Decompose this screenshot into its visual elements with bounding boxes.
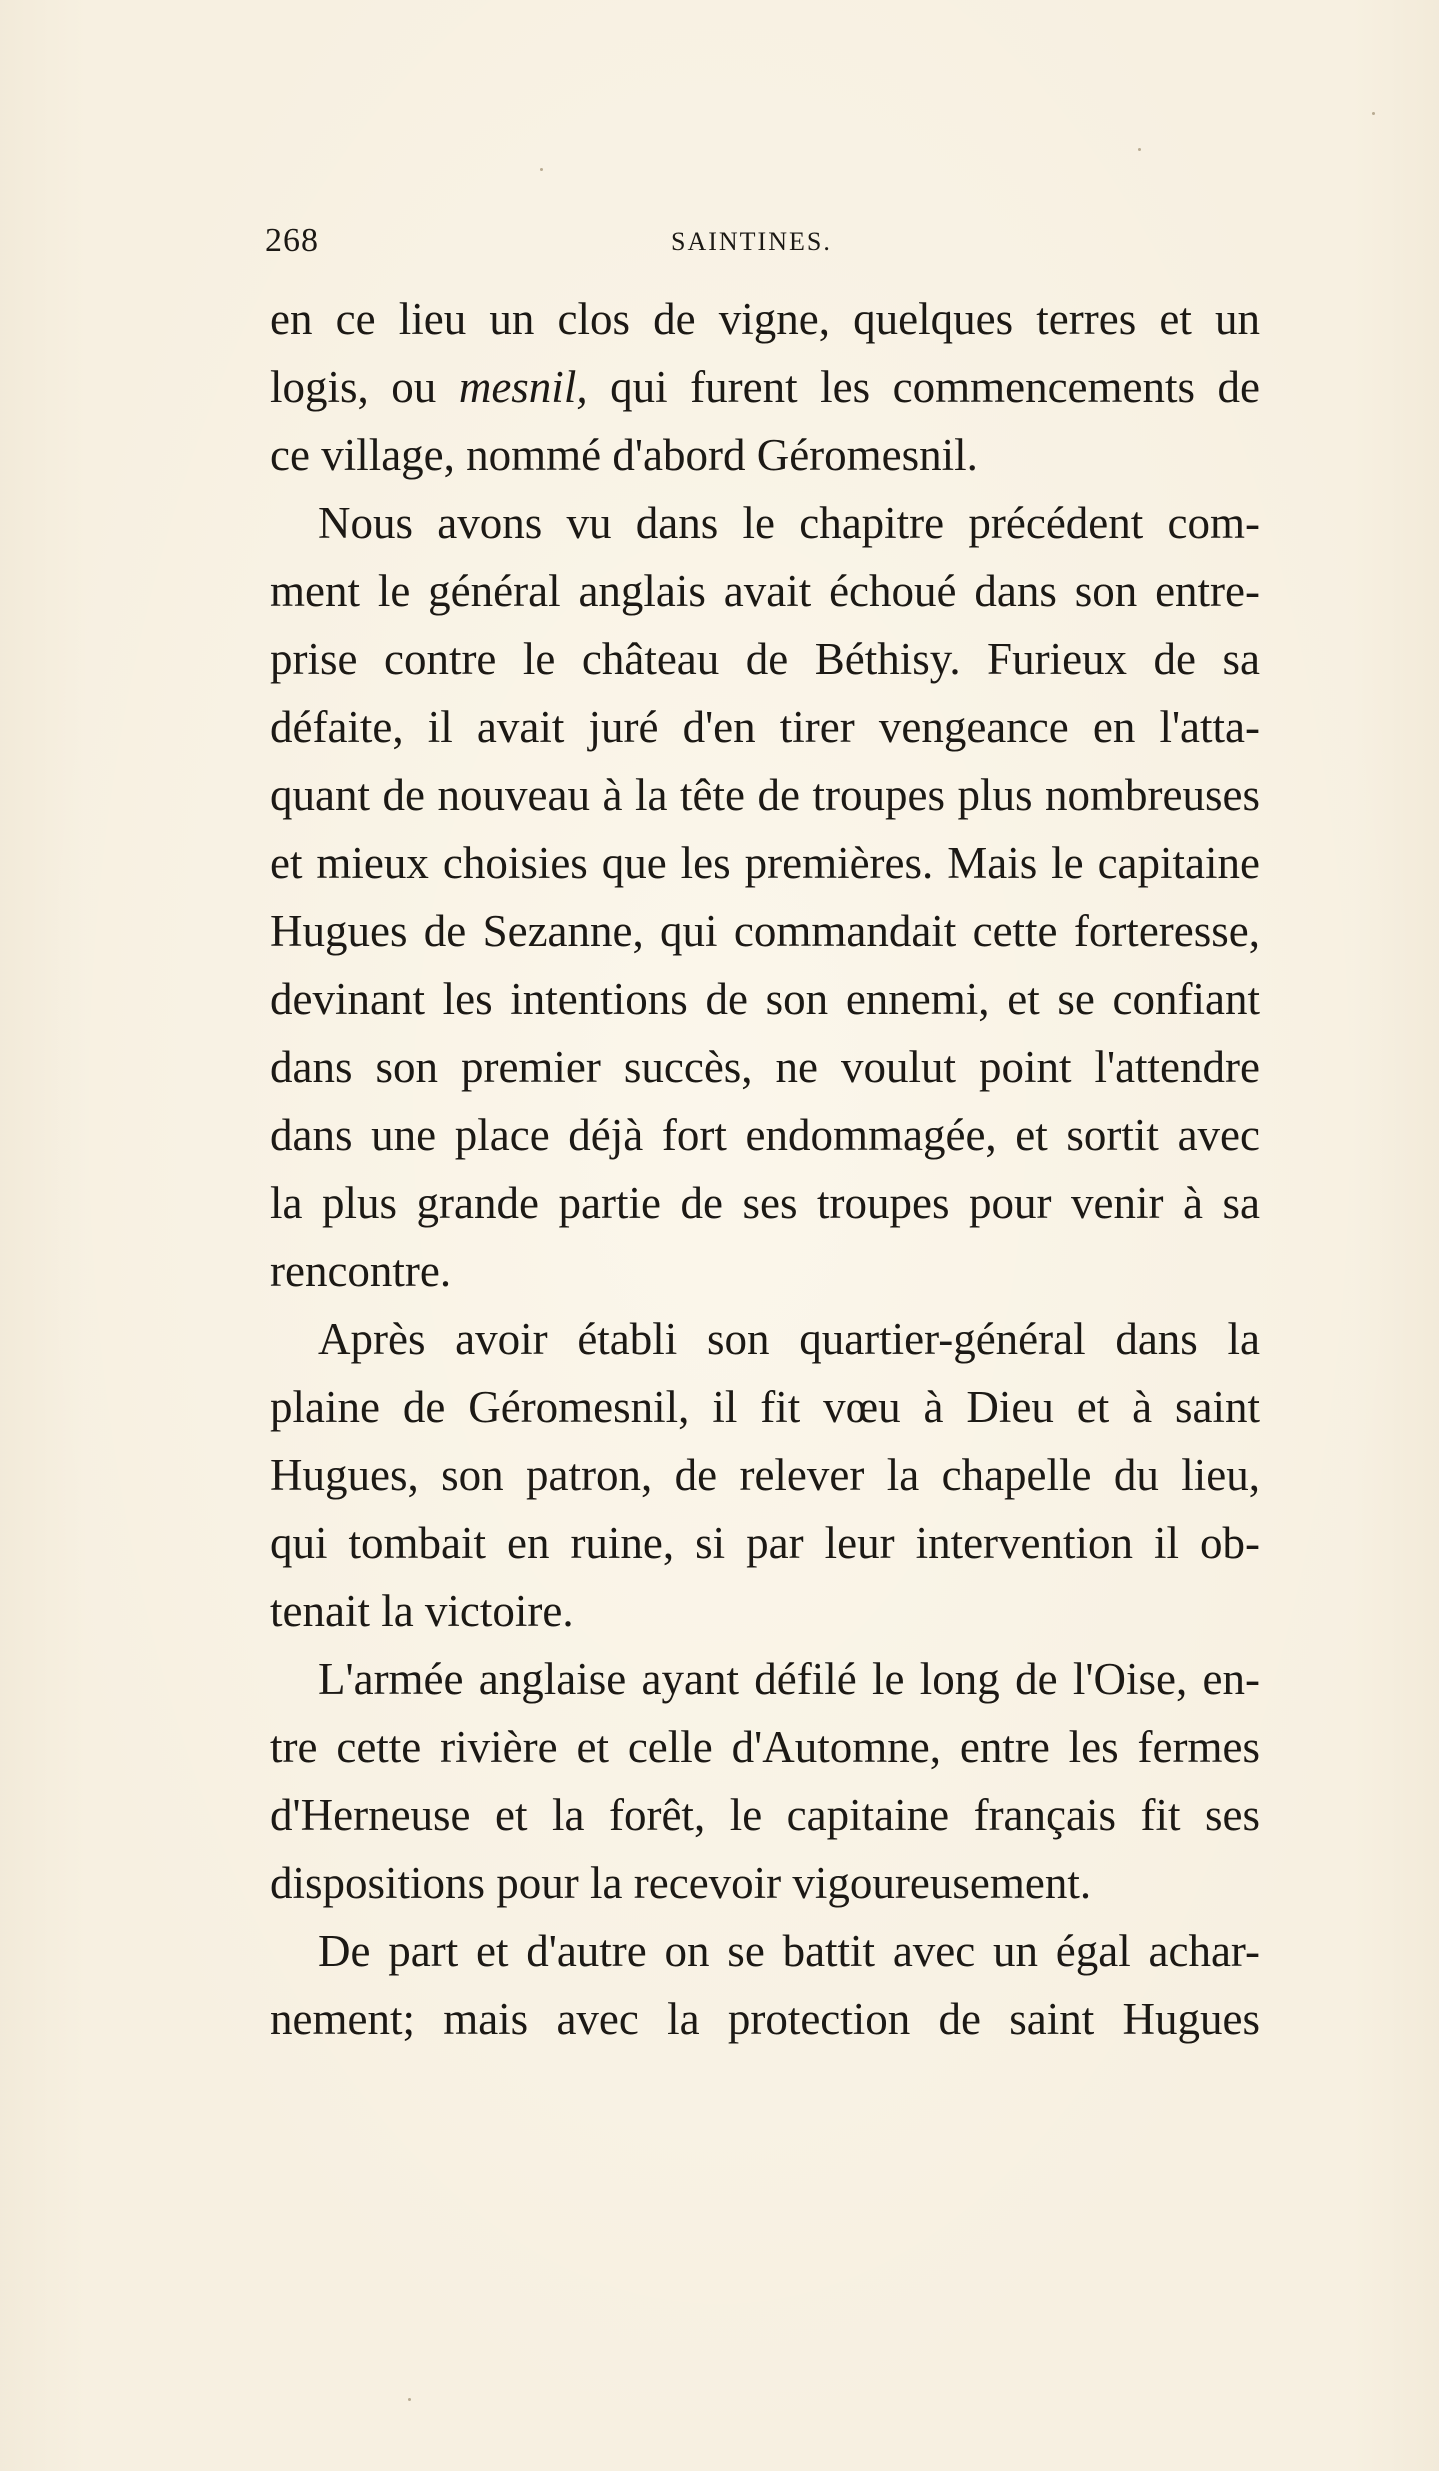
text-line: dans son premier succès, ne voulut point l'attendre xyxy=(270,1042,1260,1092)
paragraph-start-line: L'armée anglaise ayant défilé le long de l'Oise, en- xyxy=(318,1654,1260,1704)
text-line: quant de nouveau à la tête de troupes plus nombreuses xyxy=(270,770,1260,820)
text-line: tenait la victoire. xyxy=(270,1586,574,1636)
text-line: dispositions pour la recevoir vigoureusement. xyxy=(270,1858,1092,1908)
page-header xyxy=(265,222,1265,262)
paragraph-start-line: Nous avons vu dans le chapitre précédent com- xyxy=(318,498,1260,548)
text-line: d'Herneuse et la forêt, le capitaine français fit ses xyxy=(270,1790,1260,1840)
paragraph-start-line: Après avoir établi son quartier-général dans la xyxy=(318,1314,1260,1364)
text-line: Hugues, son patron, de relever la chapelle du lieu, xyxy=(270,1450,1260,1500)
paper-speck xyxy=(540,168,543,171)
paper-speck xyxy=(408,2398,411,2401)
page-number: 268 xyxy=(265,222,319,259)
text-line: défaite, il avait juré d'en tirer vengeance en l'atta- xyxy=(270,702,1260,752)
text-line: ce village, nommé d'abord Géromesnil. xyxy=(270,430,978,480)
text-fragment: qui furent les commencements de xyxy=(610,362,1260,412)
text-line: plaine de Géromesnil, il fit vœu à Dieu et à saint xyxy=(270,1382,1260,1432)
text-line: en ce lieu un clos de vigne, quelques terres et un xyxy=(270,294,1260,344)
body-text xyxy=(270,285,1260,2055)
text-line: prise contre le château de Béthisy. Furieux de sa xyxy=(270,634,1260,684)
text-line: la plus grande partie de ses troupes pour venir à sa xyxy=(270,1178,1260,1228)
text-line: et mieux choisies que les premières. Mais le capitaine xyxy=(270,838,1260,888)
text-fragment: logis, ou xyxy=(270,362,437,412)
italic-term: mesnil, xyxy=(458,362,588,412)
text-line: nement; mais avec la protection de saint Hugues xyxy=(270,1994,1260,2044)
paper-speck xyxy=(1372,112,1375,115)
running-title: SAINTINES. xyxy=(671,227,832,256)
text-line: rencontre. xyxy=(270,1246,452,1296)
paper-speck xyxy=(1138,148,1141,151)
paragraph-start-line: De part et d'autre on se battit avec un égal achar- xyxy=(318,1926,1260,1976)
text-line xyxy=(270,353,1260,421)
text-line: tre cette rivière et celle d'Automne, entre les fermes xyxy=(270,1722,1260,1772)
text-line: dans une place déjà fort endommagée, et sortit avec xyxy=(270,1110,1260,1160)
text-line: ment le général anglais avait échoué dans son entre- xyxy=(270,566,1260,616)
text-line: qui tombait en ruine, si par leur intervention il ob- xyxy=(270,1518,1260,1568)
text-line: Hugues de Sezanne, qui commandait cette forteresse, xyxy=(270,906,1260,956)
text-line: devinant les intentions de son ennemi, et se confiant xyxy=(270,974,1260,1024)
